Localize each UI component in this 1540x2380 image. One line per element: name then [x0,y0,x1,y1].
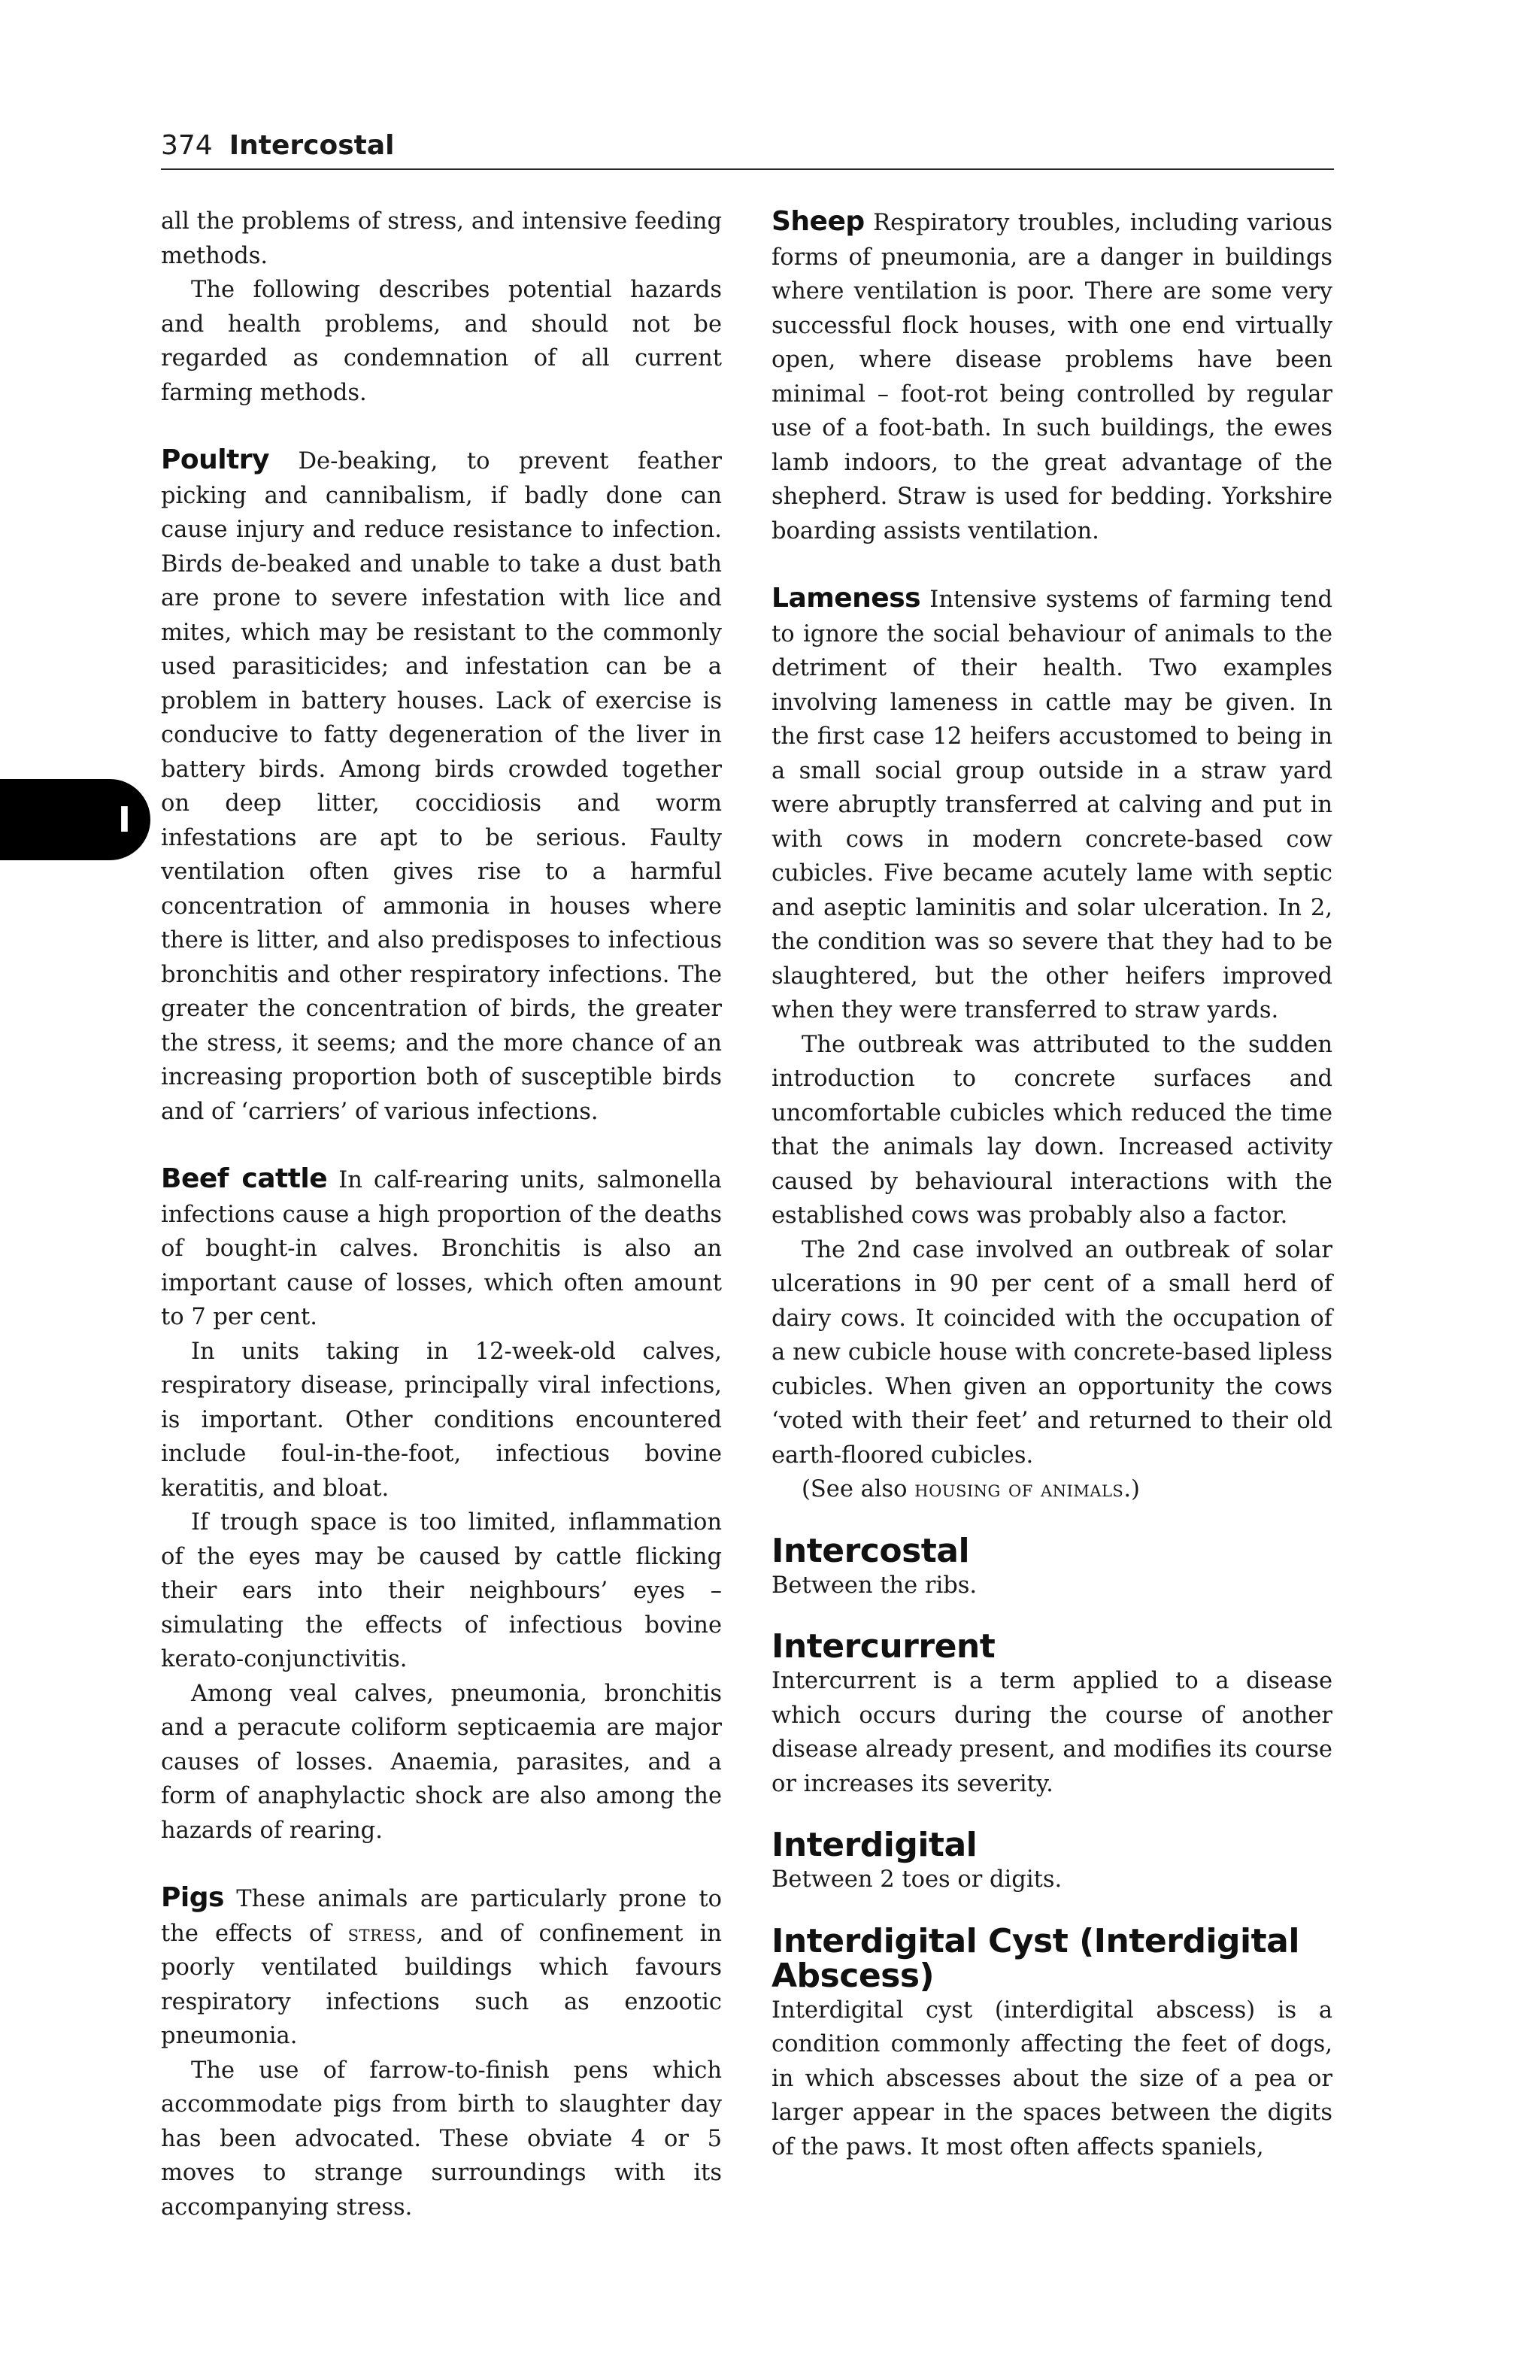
running-head-title: Intercostal [229,130,395,161]
poultry-text: De-beaking, to prevent feather picking and cannibalism, if badly done can cause injury and reduce resistance to infection. Birds de-beaked and unable to take a dust bath are prone to severe infestation with lice and mites, which may be resistant to the commonly used parasiticides; and infestation can be a problem in battery houses. Lack of exercise is conducive to fatty degeneration of the liver in battery birds. Among birds crowded together on deep litter, coccidiosis and worm infestations are apt to be serious. Faulty ventilation often gives rise to a harmful concentration of ammonia in houses where there is litter, and also predisposes to infectious bronchitis and other respiratory infections. The greater the concentration of birds, the greater the stress, it seems; and the more chance of an increasing proportion both of susceptible birds and of ‘carriers’ of various infections. [161,448,722,1125]
entry-text-interdigital-cyst: Interdigital cyst (interdigital abscess) is a condition commonly affecting the feet of dogs, in which abscesses about the size of a pea or larger appear in the spaces between the digits of the paws. It most often affects spaniels, [772,1996,1332,2160]
entry-heading-interdigital: Interdigital [772,1826,978,1864]
thumb-index-tab [0,779,150,860]
lameness-text: Intensive systems of farming tend to ignore the social behaviour of animals to the detriment of their health. Two examples involving lameness in cattle may be given. In the first case 12 heifers accustomed to being in a small social group outside in a straw yard were abruptly transferred at calving and put in with cows in modern concrete-based cow cubicles. Five became acutely lame with septic and aseptic laminitis and solar ulceration. In 2, the condition was so severe that they had to be slaughtered, but the other heifers improved when they were transferred to straw yards. [772,587,1332,1023]
see-also-suffix: .) [1123,1476,1140,1502]
pigs-paragraph [161,1881,722,2054]
beef-cattle-heading: Beef cattle [161,1163,328,1194]
right-column [772,205,1332,2164]
intro-paragraph-1: all the problems of stress, and intensive feeding methods. [161,208,722,269]
beef-cattle-paragraph-3: If trough space is too limited, inflammation of the eyes may be caused by cattle flicking their ears into their neighbours’ eyes – simulating the effects of infectious bovine kerato-conjunctivitis. [161,1509,722,1672]
sheep-heading: Sheep [772,206,865,237]
beef-cattle-paragraph [161,1162,722,1335]
entry-heading-intercurrent: Intercurrent [772,1627,996,1666]
entry-heading-intercostal: Intercostal [772,1531,970,1570]
pigs-heading: Pigs [161,1882,224,1913]
lameness-paragraph [772,581,1332,1028]
beef-cattle-paragraph-2: In units taking in 12-week-old calves, respiratory disease, principally viral infections, is important. Other conditions encountered include foul-in-the-foot, infectious bovine keratitis, and bloat. [161,1338,722,1502]
see-also-prefix: (See also [802,1476,915,1502]
entry-text-intercurrent: Intercurrent is a term applied to a disease which occurs during the course of another disease already present, and modifies its course or increases its severity. [772,1668,1332,1797]
page-number: 374 [161,130,213,161]
entry-text-intercostal: Between the ribs. [772,1572,978,1599]
pigs-paragraph-2: The use of farrow-to-finish pens which accommodate pigs from birth to slaughter day has been advocated. These obviate 4 or 5 moves to strange surroundings with its accompanying stress. [161,2057,722,2221]
see-also-note [772,1472,1332,1507]
poultry-paragraph [161,443,722,1129]
beef-cattle-text: In calf-rearing units, salmonella infections cause a high proportion of the deaths of bought-in calves. Bronchitis is also an important cause of losses, which often amount to 7 per cent. [161,1167,722,1330]
entry-text-interdigital: Between 2 toes or digits. [772,1866,1063,1893]
lameness-paragraph-3: The 2nd case involved an outbreak of solar ulcerations in 90 per cent of a small herd of dairy cows. It coincided with the occupation of a new cubicle house with concrete-based lipless cubicles. When given an opportunity the cows ‘voted with their feet’ and returned to their old earth-floored cubicles. [772,1236,1332,1469]
poultry-heading: Poultry [161,444,270,475]
housing-cross-reference[interactable]: housing of animals [914,1476,1124,1502]
lameness-heading: Lameness [772,583,921,614]
sheep-text: Respiratory troubles, including various forms of pneumonia, are a danger in buildings where ventilation is poor. There are some very successful flock houses, with one end virtually open, where disease problems have been minimal – foot-rot being controlled by regular use of a foot-bath. In such buildings, the ewes lamb indoors, to the great advantage of the shepherd. Straw is used for bedding. Yorkshire boarding assists ventilation. [772,210,1332,544]
left-column [161,205,722,2224]
pigs-text-after: , and of confinement in poorly ventilated buildings which favours respiratory infections such as enzootic pneumonia. [161,1920,722,2049]
beef-cattle-paragraph-4: Among veal calves, pneumonia, bronchitis and a peracute coliform septicaemia are major causes of losses. Anaemia, parasites, and a form of anaphylactic shock are also among the hazards of rearing. [161,1680,722,1844]
sheep-paragraph [772,205,1332,548]
stress-cross-reference[interactable]: stress [347,1920,417,1947]
entry-heading-interdigital-cyst: Interdigital Cyst (Interdigital Abscess) [772,1921,1299,1995]
running-head [161,123,1334,170]
thumb-index-letter: I [117,799,131,840]
intro-paragraph-2: The following describes potential hazards and health problems, and should not be regarded as condemnation of all current farming methods. [161,277,722,406]
pigs-text-before: These animals are particularly prone to the effects of [161,1886,722,1947]
lameness-paragraph-2: The outbreak was attributed to the sudden introduction to concrete surfaces and uncomfortable cubicles which reduced the time that the animals lay down. Increased activity caused by behavioural interactions with the established cows was probably also a factor. [772,1031,1332,1229]
